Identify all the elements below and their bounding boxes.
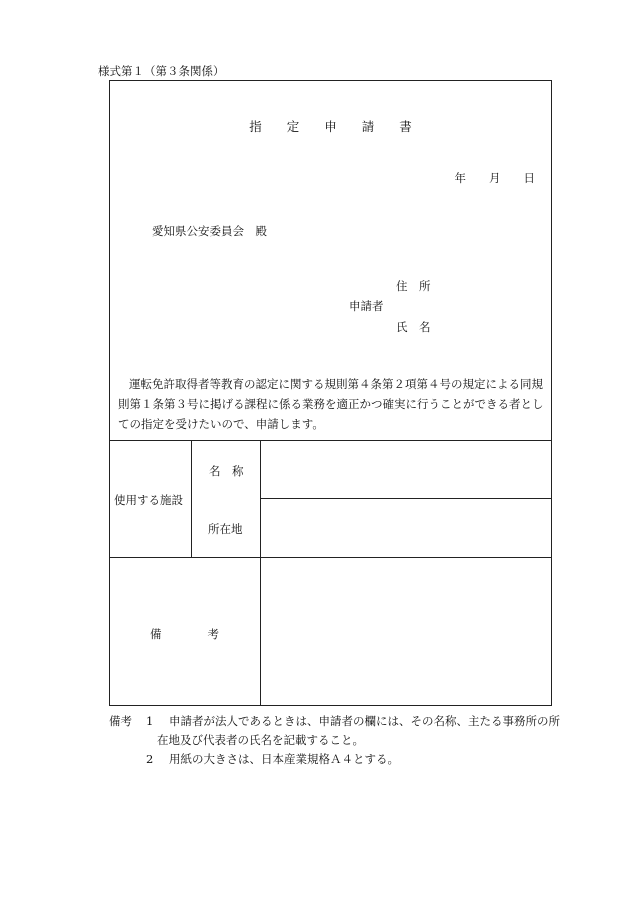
divider-facility-label [191,440,192,557]
form-title: 指 定 申 請 書 [249,119,412,134]
notes-heading: 備考 [109,714,132,728]
name-label: 氏 名 [396,320,431,334]
application-form [109,80,552,706]
divider-table-top [110,440,551,441]
note-text-continued: 在地及び代表者の氏名を記載すること。 [157,733,364,747]
note-text: 用紙の大きさは、日本産業規格Ａ４とする。 [169,752,399,766]
note-number: 1 [146,714,154,728]
note-number: 2 [146,752,154,766]
date-line: 年 月 日 [454,171,535,185]
facility-location-label: 所在地 [208,522,243,536]
remarks-label: 備 考 [150,627,219,641]
notes [109,712,579,769]
applicant-label: 申請者 [349,299,384,313]
note-text: 申請者が法人であるときは、申請者の欄には、その名称、主たる事務所の所 [169,714,560,728]
facility-name-label: 名 称 [209,464,244,478]
address-label: 住 所 [396,279,431,293]
divider-value-column [260,440,261,705]
divider-facility-middle [260,498,551,499]
divider-facility-bottom [110,557,551,558]
application-statement: 運転免許取得者等教育の認定に関する規則第４条第２項第４号の規定による同規則第１条第３号に掲げる課程に係る業務を適正かつ確実に行うことができる者としての指定を受けたいので、申請します。 [118,377,544,431]
addressee: 愛知県公安委員会 殿 [152,224,267,238]
form-number: 様式第１（第３条関係） [98,64,225,78]
facility-label: 使用する施設 [114,493,183,507]
